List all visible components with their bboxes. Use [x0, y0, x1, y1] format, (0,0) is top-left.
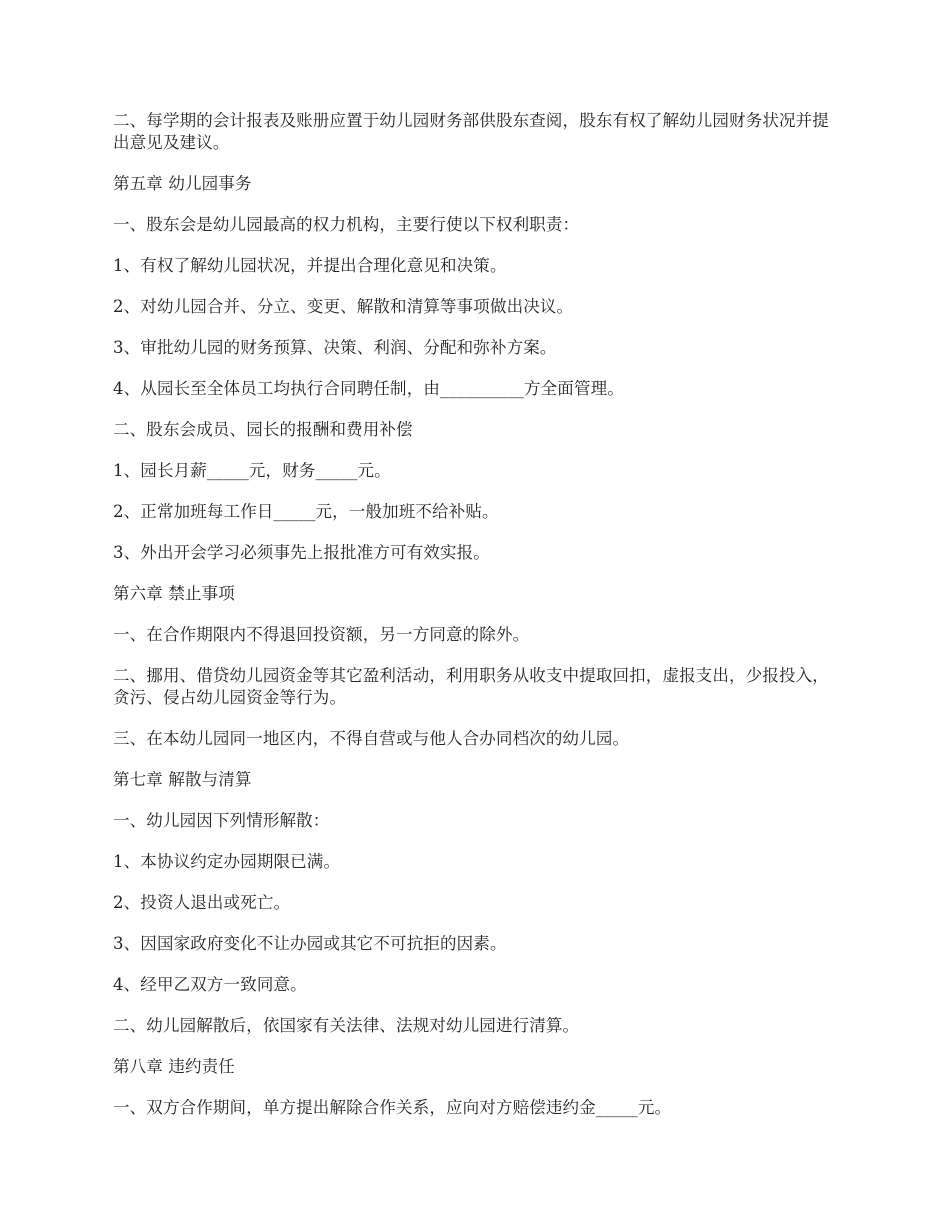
- list-item: 1、本协议约定办园期限已满。: [113, 852, 341, 871]
- paragraph-prohibition-1: 一、在合作期限内不得退回投资额，另一方同意的除外。: [113, 625, 530, 644]
- list-item: 2、对幼儿园合并、分立、变更、解散和清算等事项做出决议。: [113, 297, 574, 316]
- paragraph-liquidation: 二、幼儿园解散后，依国家有关法律、法规对幼儿园进行清算。: [113, 1016, 580, 1035]
- chapter-8-heading: 第八章 违约责任: [113, 1057, 235, 1076]
- paragraph-prohibition-3: 三、在本幼儿园同一地区内，不得自营或与他人合办同档次的幼儿园。: [113, 729, 630, 748]
- list-item: 1、园长月薪_____元，财务_____元。: [113, 461, 391, 480]
- paragraph-breach-penalty: 一、双方合作期间，单方提出解除合作关系，应向对方赔偿违约金_____元。: [113, 1098, 672, 1117]
- chapter-7-heading: 第七章 解散与清算: [113, 770, 252, 789]
- chapter-6-heading: 第六章 禁止事项: [113, 584, 235, 603]
- paragraph-dissolution-cases: 一、幼儿园因下列情形解散：: [113, 811, 330, 830]
- list-item: 4、经甲乙双方一致同意。: [113, 975, 307, 994]
- paragraph-prohibition-2: 二、挪用、借贷幼儿园资金等其它盈利活动，利用职务从收支中提取回扣，虚报支出，少报投入，贪污、侵占幼儿园资金等行为。: [113, 666, 829, 707]
- list-item: 3、因国家政府变化不让办园或其它不可抗拒的因素。: [113, 934, 507, 953]
- list-item: 3、外出开会学习必须事先上报批准方可有效实报。: [113, 543, 490, 562]
- paragraph-shareholders-authority: 一、股东会是幼儿园最高的权力机构，主要行使以下权利职责：: [113, 215, 580, 234]
- list-item: 4、从园长至全体员工均执行合同聘任制，由__________方全面管理。: [113, 379, 624, 398]
- chapter-5-heading: 第五章 幼儿园事务: [113, 174, 252, 193]
- paragraph-compensation: 二、股东会成员、园长的报酬和费用补偿: [113, 420, 413, 439]
- paragraph-accounting-reports: 二、每学期的会计报表及账册应置于幼儿园财务部供股东查阅，股东有权了解幼儿园财务状况并提出意见及建议。: [113, 111, 829, 152]
- list-item: 3、审批幼儿园的财务预算、决策、利润、分配和弥补方案。: [113, 338, 557, 357]
- list-item: 2、正常加班每工作日_____元，一般加班不给补贴。: [113, 502, 499, 521]
- list-item: 2、投资人退出或死亡。: [113, 893, 291, 912]
- list-item: 1、有权了解幼儿园状况，并提出合理化意见和决策。: [113, 256, 507, 275]
